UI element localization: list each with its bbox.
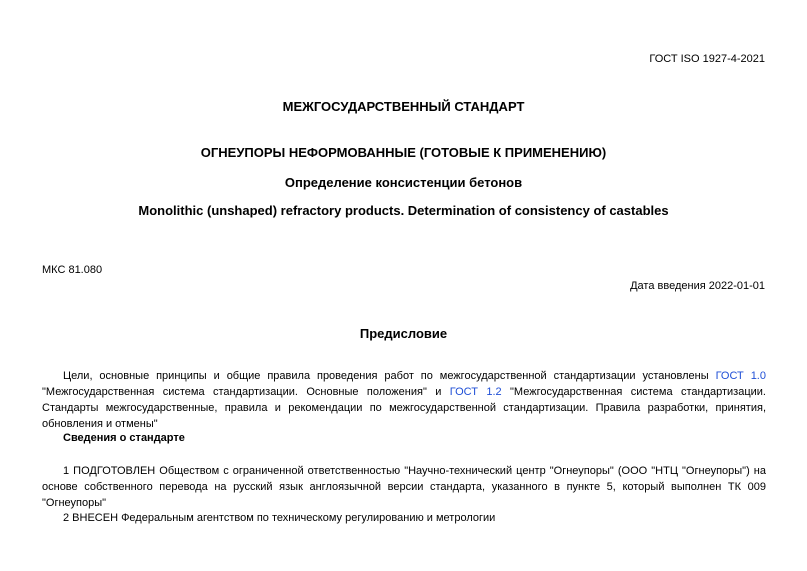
preface-text-part: Цели, основные принципы и общие правила проведения работ по межгосударственной стандартизации установлены: [63, 370, 716, 382]
introduction-date: Дата введения 2022-01-01: [630, 280, 765, 292]
standard-info-heading: Сведения о стандарте: [63, 432, 185, 444]
gost-1-0-link[interactable]: ГОСТ 1.0: [715, 370, 766, 382]
preface-paragraph: [42, 368, 766, 432]
document-subtitle-ru: Определение консистенции бетонов: [284, 175, 523, 190]
preface-heading: Предисловие: [359, 326, 448, 341]
gost-1-2-link[interactable]: ГОСТ 1.2: [449, 386, 502, 398]
info-item-2: 2 ВНЕСЕН Федеральным агентством по техническому регулированию и метрологии: [63, 512, 496, 524]
document-title-en: Monolithic (unshaped) refractory products. Determination of consistency of castables: [138, 203, 669, 218]
info-item-1: 1 ПОДГОТОВЛЕН Обществом с ограниченной ответственностью "Научно-технический центр "Огнеупоры" (ООО "НТЦ "Огнеупоры") на основе собственного перевода на русский язык англоязычной версии стандарта, указанного в пункте 5, который выполнен ТК 009 "Огнеупоры": [42, 465, 766, 509]
document-title-ru: ОГНЕУПОРЫ НЕФОРМОВАННЫЕ (ГОТОВЫЕ К ПРИМЕНЕНИЮ): [200, 145, 607, 160]
preface-text-part: "Межгосударственная система стандартизации. Основные положения" и: [42, 386, 450, 398]
document-code: ГОСТ ISO 1927-4-2021: [649, 53, 765, 65]
standard-type-title: МЕЖГОСУДАРСТВЕННЫЙ СТАНДАРТ: [282, 99, 525, 114]
mks-code: МКС 81.080: [42, 264, 103, 276]
preface-text-part: "Межгосударственная система стандартизации. Стандарты межгосударственные, правила и рекомендации по межгосударственной стандартизации. Правила разработки, принятия, обновления и отмены": [42, 386, 766, 430]
